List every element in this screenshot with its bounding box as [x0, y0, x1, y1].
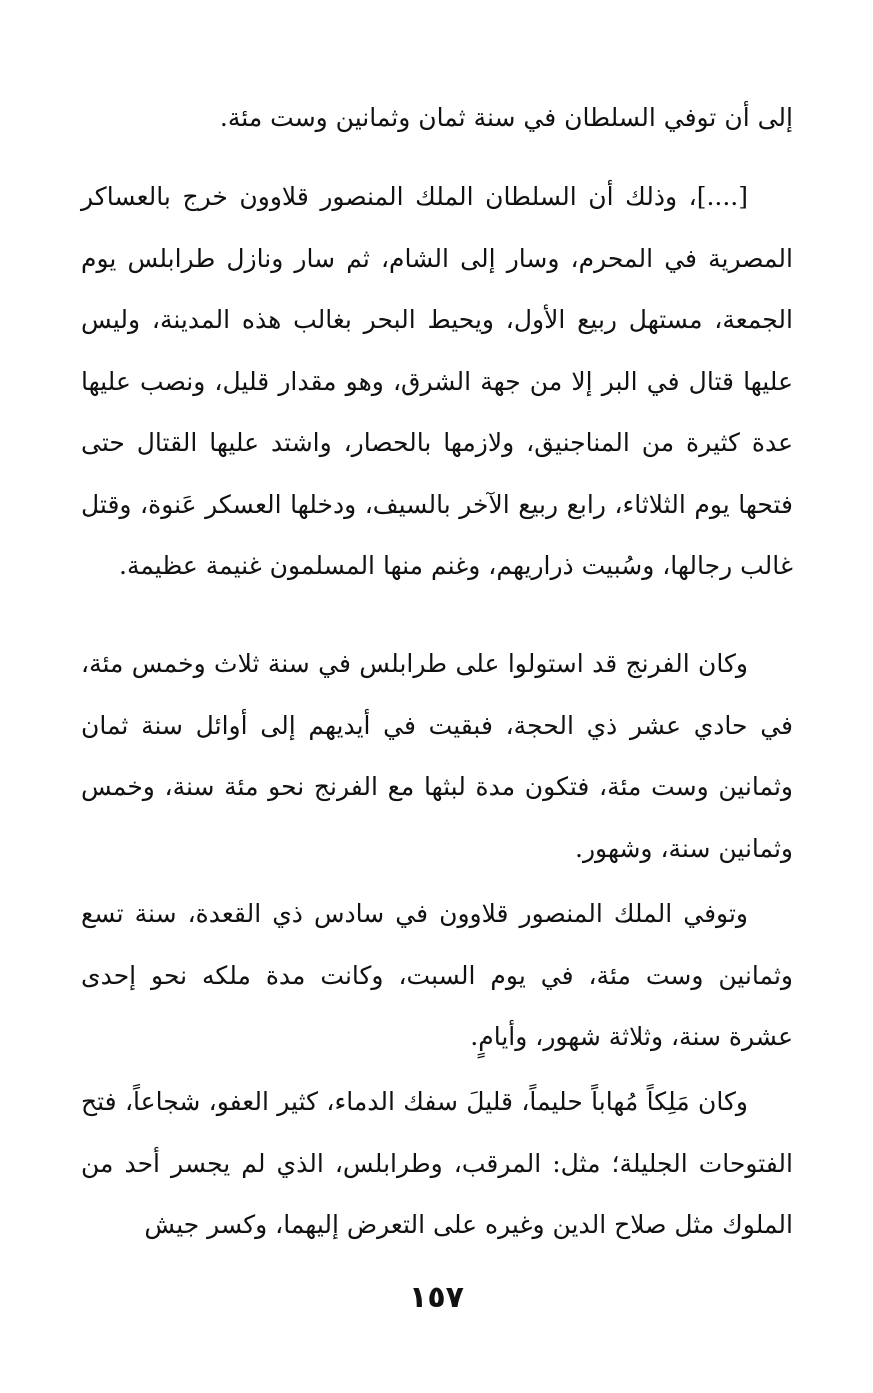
text-body-2 — [81, 166, 793, 597]
text-body — [81, 87, 793, 149]
paragraph-4 — [81, 883, 793, 1068]
paragraph-2-text: [....]، وذلك أن السلطان الملك المنصور قلاوون خرج بالعساكر المصرية في المحرم، وسار إلى الشام، ثم سار ونازل طرابلس يوم الجمعة، مستهل ربيع الأول، ويحيط البحر بغالب هذه المدينة، وليس عليها قتال في البر إلا من جهة الشرق، وهو مقدار قليل، ونصب عليها عدة كثيرة من المناجنيق، ولازمها بالحصار، واشتد عليها القتال حتى فتحها يوم الثلاثاء، رابع ربيع الآخر بالسيف، ودخلها العسكر عَنوة، وقتل غالب رجالها، وسُبيت ذراريهم، وغنم منها المسلمون غنيمة عظيمة. — [81, 182, 793, 580]
text-body-4 — [81, 883, 793, 1068]
page-number: ١٥٧ — [409, 1280, 464, 1315]
paragraph-1 — [81, 87, 793, 149]
text-body-5 — [81, 1071, 793, 1256]
paragraph-3-text: وكان الفرنج قد استولوا على طرابلس في سنة ثلاث وخمس مئة، في حادي عشر ذي الحجة، فبقيت في أيديهم إلى أوائل سنة ثمان وثمانين وست مئة، فتكون مدة لبثها مع الفرنج نحو مئة سنة، وخمس وثمانين سنة، وشهور. — [81, 649, 793, 863]
paragraph-1-text: إلى أن توفي السلطان في سنة ثمان وثمانين وست مئة. — [219, 103, 793, 132]
paragraph-2 — [81, 166, 793, 597]
text-body-3 — [81, 633, 793, 879]
paragraph-5 — [81, 1071, 793, 1256]
paragraph-3 — [81, 633, 793, 879]
paragraph-5-text: وكان مَلِكاً مُهاباً حليماً، قليلَ سفك الدماء، كثير العفو، شجاعاً، فتح الفتوحات الجليلة؛ مثل: المرقب، وطرابلس، الذي لم يجسر أحد من الملوك مثل صلاح الدين وغيره على التعرض إليهما، وكسر جيش — [81, 1087, 793, 1239]
paragraph-4-text: وتوفي الملك المنصور قلاوون في سادس ذي القعدة، سنة تسع وثمانين وست مئة، في يوم السبت، وكانت مدة ملكه نحو إحدى عشرة سنة، وثلاثة شهور، وأيامٍ. — [81, 899, 793, 1051]
